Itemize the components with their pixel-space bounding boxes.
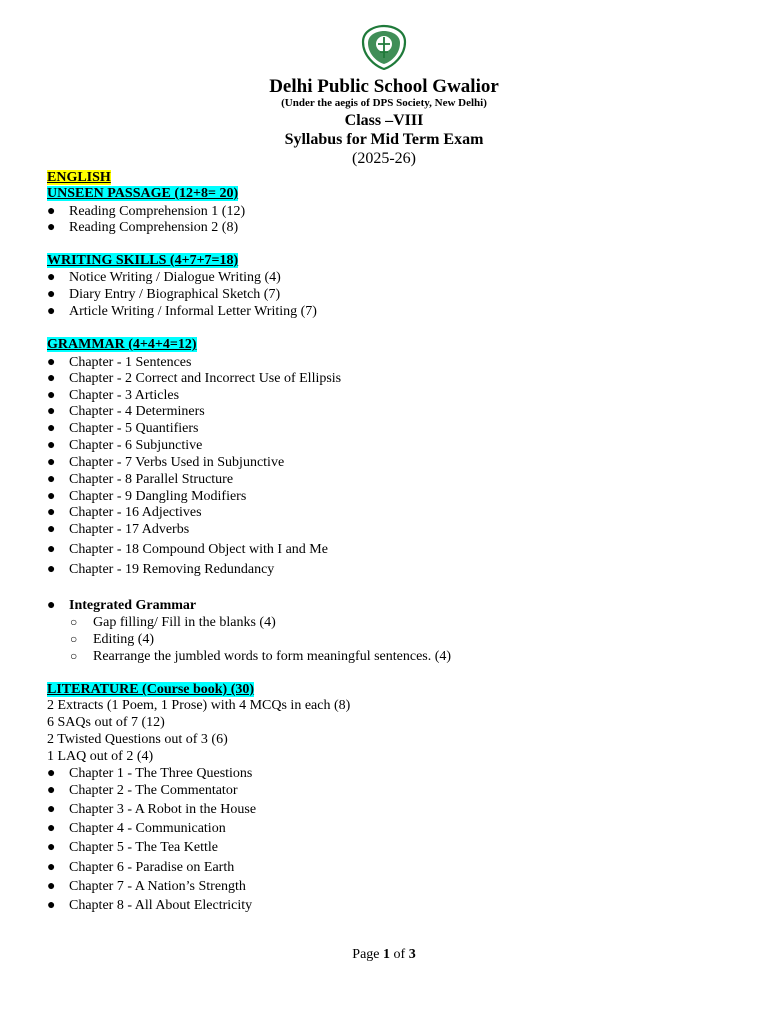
list-item: ● Article Writing / Informal Letter Writing (7)	[47, 304, 317, 319]
integrated-grammar-item: ● Integrated Grammar	[47, 598, 197, 613]
list-item: ● Chapter - 16 Adjectives	[47, 505, 202, 520]
list-item: ● Chapter - 17 Adverbs	[47, 522, 190, 537]
list-item: ● Chapter 3 - A Robot in the House	[47, 802, 257, 817]
list-item: ● Chapter 4 - Communication	[47, 821, 226, 836]
list-item: ● Chapter - 18 Compound Object with I and Me	[47, 542, 328, 557]
list-item: ● Chapter 8 - All About Electricity	[47, 898, 253, 913]
literature-note: 2 Twisted Questions out of 3 (6)	[47, 732, 228, 747]
list-item: ● Chapter - 9 Dangling Modifiers	[47, 489, 247, 504]
school-name: Delhi Public School Gwalior	[269, 76, 499, 97]
class-title: Class –VIII	[344, 112, 424, 129]
list-item: ● Chapter - 8 Parallel Structure	[47, 472, 234, 487]
list-item: ● Chapter 2 - The Commentator	[47, 783, 238, 798]
unseen-heading: UNSEEN PASSAGE (12+8= 20)	[47, 186, 239, 201]
syllabus-title: Syllabus for Mid Term Exam	[284, 131, 484, 148]
literature-note: 2 Extracts (1 Poem, 1 Prose) with 4 MCQs in each (8)	[47, 698, 351, 713]
writing-heading: WRITING SKILLS (4+7+7=18)	[47, 253, 239, 268]
list-item: ● Chapter - 2 Correct and Incorrect Use of Ellipsis	[47, 371, 342, 386]
list-item: ● Chapter - 1 Sentences	[47, 355, 192, 370]
list-item: ● Chapter 7 - A Nation’s Strength	[47, 879, 246, 894]
list-item: ● Chapter - 3 Articles	[47, 388, 180, 403]
sub-list-item: ○ Gap filling/ Fill in the blanks (4)	[70, 615, 276, 630]
literature-note: 1 LAQ out of 2 (4)	[47, 749, 154, 764]
list-item: ● Chapter - 19 Removing Redundancy	[47, 562, 275, 577]
list-item: ● Diary Entry / Biographical Sketch (7)	[47, 287, 281, 302]
subject-heading: ENGLISH	[47, 170, 111, 185]
aegis-line: (Under the aegis of DPS Society, New Delhi)	[281, 97, 487, 109]
literature-heading: LITERATURE (Course book) (30)	[47, 682, 255, 697]
list-item: ● Chapter 6 - Paradise on Earth	[47, 860, 235, 875]
list-item: ● Chapter 1 - The Three Questions	[47, 766, 253, 781]
list-item: ● Chapter 5 - The Tea Kettle	[47, 840, 218, 855]
list-item: ● Chapter - 4 Determiners	[47, 404, 205, 419]
sub-list-item: ○ Editing (4)	[70, 632, 155, 647]
school-logo-icon	[359, 24, 409, 70]
list-item: ● Chapter - 5 Quantifiers	[47, 421, 199, 436]
list-item: ● Chapter - 6 Subjunctive	[47, 438, 203, 453]
grammar-heading: GRAMMAR (4+4+4=12)	[47, 337, 197, 352]
sub-list-item: ○ Rearrange the jumbled words to form meaningful sentences. (4)	[70, 649, 452, 664]
page-number: Page 1 of 3	[352, 947, 416, 962]
list-item: ● Reading Comprehension 2 (8)	[47, 220, 239, 235]
list-item: ● Notice Writing / Dialogue Writing (4)	[47, 270, 281, 285]
list-item: ● Chapter - 7 Verbs Used in Subjunctive	[47, 455, 285, 470]
list-item: ● Reading Comprehension 1 (12)	[47, 204, 246, 219]
session-year: (2025-26)	[352, 150, 416, 167]
literature-note: 6 SAQs out of 7 (12)	[47, 715, 165, 730]
